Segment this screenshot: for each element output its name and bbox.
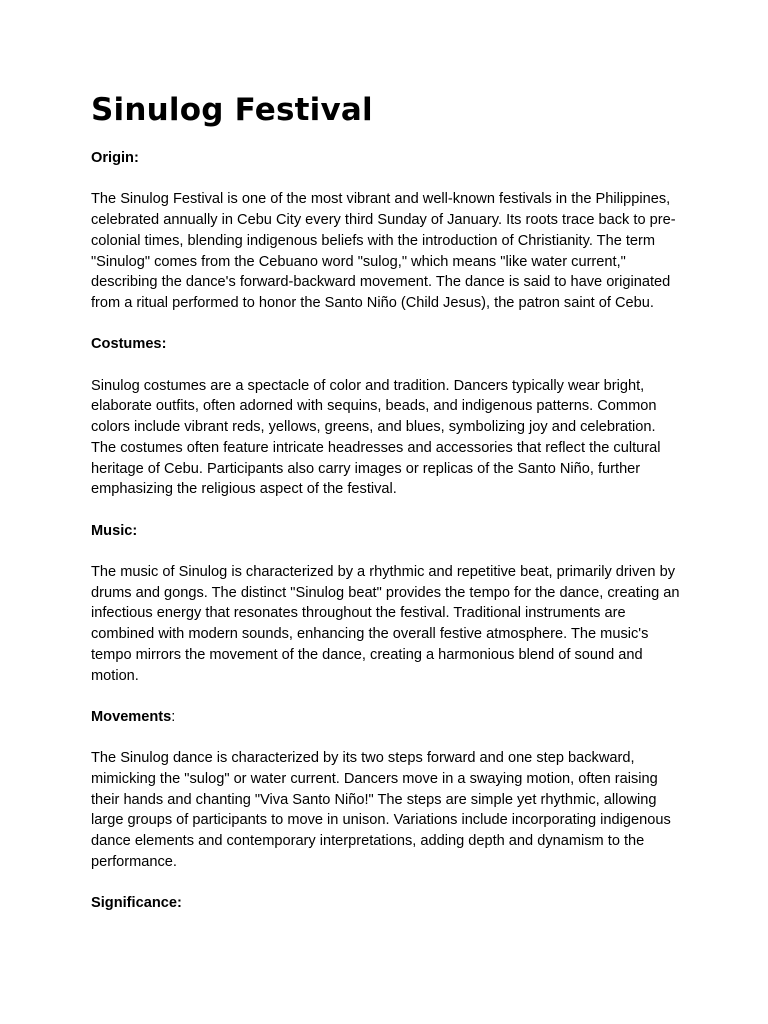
section-significance [91, 893, 681, 914]
section-heading-label: Music [91, 522, 133, 539]
section-heading [91, 148, 681, 169]
section-body: The Sinulog dance is characterized by its two steps forward and one step backward, mimicking the "sulog" or water current. Dancers move in a swaying motion, often raising their hands and chanting "Viva Santo Niño!" The steps are simple yet rhythmic, allowing large groups of participants to move in unison. Variations include incorporating indigenous dance elements and contemporary interpretations, adding depth and dynamism to the performance. [91, 750, 671, 870]
section-heading-label: Origin [91, 150, 134, 166]
section-heading [91, 893, 681, 914]
section-body: The Sinulog Festival is one of the most vibrant and well-known festivals in the Philippines, celebrated annually in Cebu City every third Sunday of January. Its roots trace back to pre-colonial times, blending indigenous beliefs with the introduction of Christianity. The term "Sinulog" comes from the Cebuano word "sulog," which means "like water current," describing the dance's forward-backward movement. The dance is said to have originated from a ritual performed to honor the Santo Niño (Child Jesus), the patron saint of Cebu. [91, 191, 676, 311]
section-costumes [91, 334, 681, 500]
section-heading [91, 521, 681, 542]
section-heading-colon: : [133, 150, 139, 166]
section-heading [91, 707, 681, 728]
section-heading-label: Movements [91, 708, 172, 725]
section-body: Sinulog costumes are a spectacle of color and tradition. Dancers typically wear bright, elaborate outfits, often adorned with sequins, beads, and indigenous patterns. Common colors include vibrant reds, yellows, greens, and blues, symbolizing joy and celebration. The costumes often feature intricate headresses and accessories that reflect the cultural heritage of Cebu. Participants also carry images or replicas of the Santo Niño, further emphasizing the religious aspect of the festival. [91, 377, 661, 498]
section-heading-colon: : [132, 522, 138, 539]
document-title: Sinulog Festival [91, 92, 373, 128]
section-heading-colon: : [176, 895, 182, 912]
section-music [91, 521, 681, 687]
section-heading [91, 334, 681, 355]
section-movements [91, 707, 681, 873]
section-heading-label: Costumes [91, 336, 162, 353]
section-body: The music of Sinulog is characterized by a rhythmic and repetitive beat, primarily driven by drums and gongs. The distinct "Sinulog beat" provides the tempo for the dance, creating an infectious energy that resonates throughout the festival. Traditional instruments are combined with modern sounds, enhancing the overall festive atmosphere. The music's tempo mirrors the movement of the dance, creating a harmonious blend of sound and motion. [91, 563, 680, 684]
section-heading-colon: : [161, 336, 167, 353]
section-origin [91, 148, 681, 314]
document-page [91, 88, 681, 935]
section-heading-colon: : [171, 708, 176, 725]
section-heading-label: Significance [91, 895, 177, 912]
